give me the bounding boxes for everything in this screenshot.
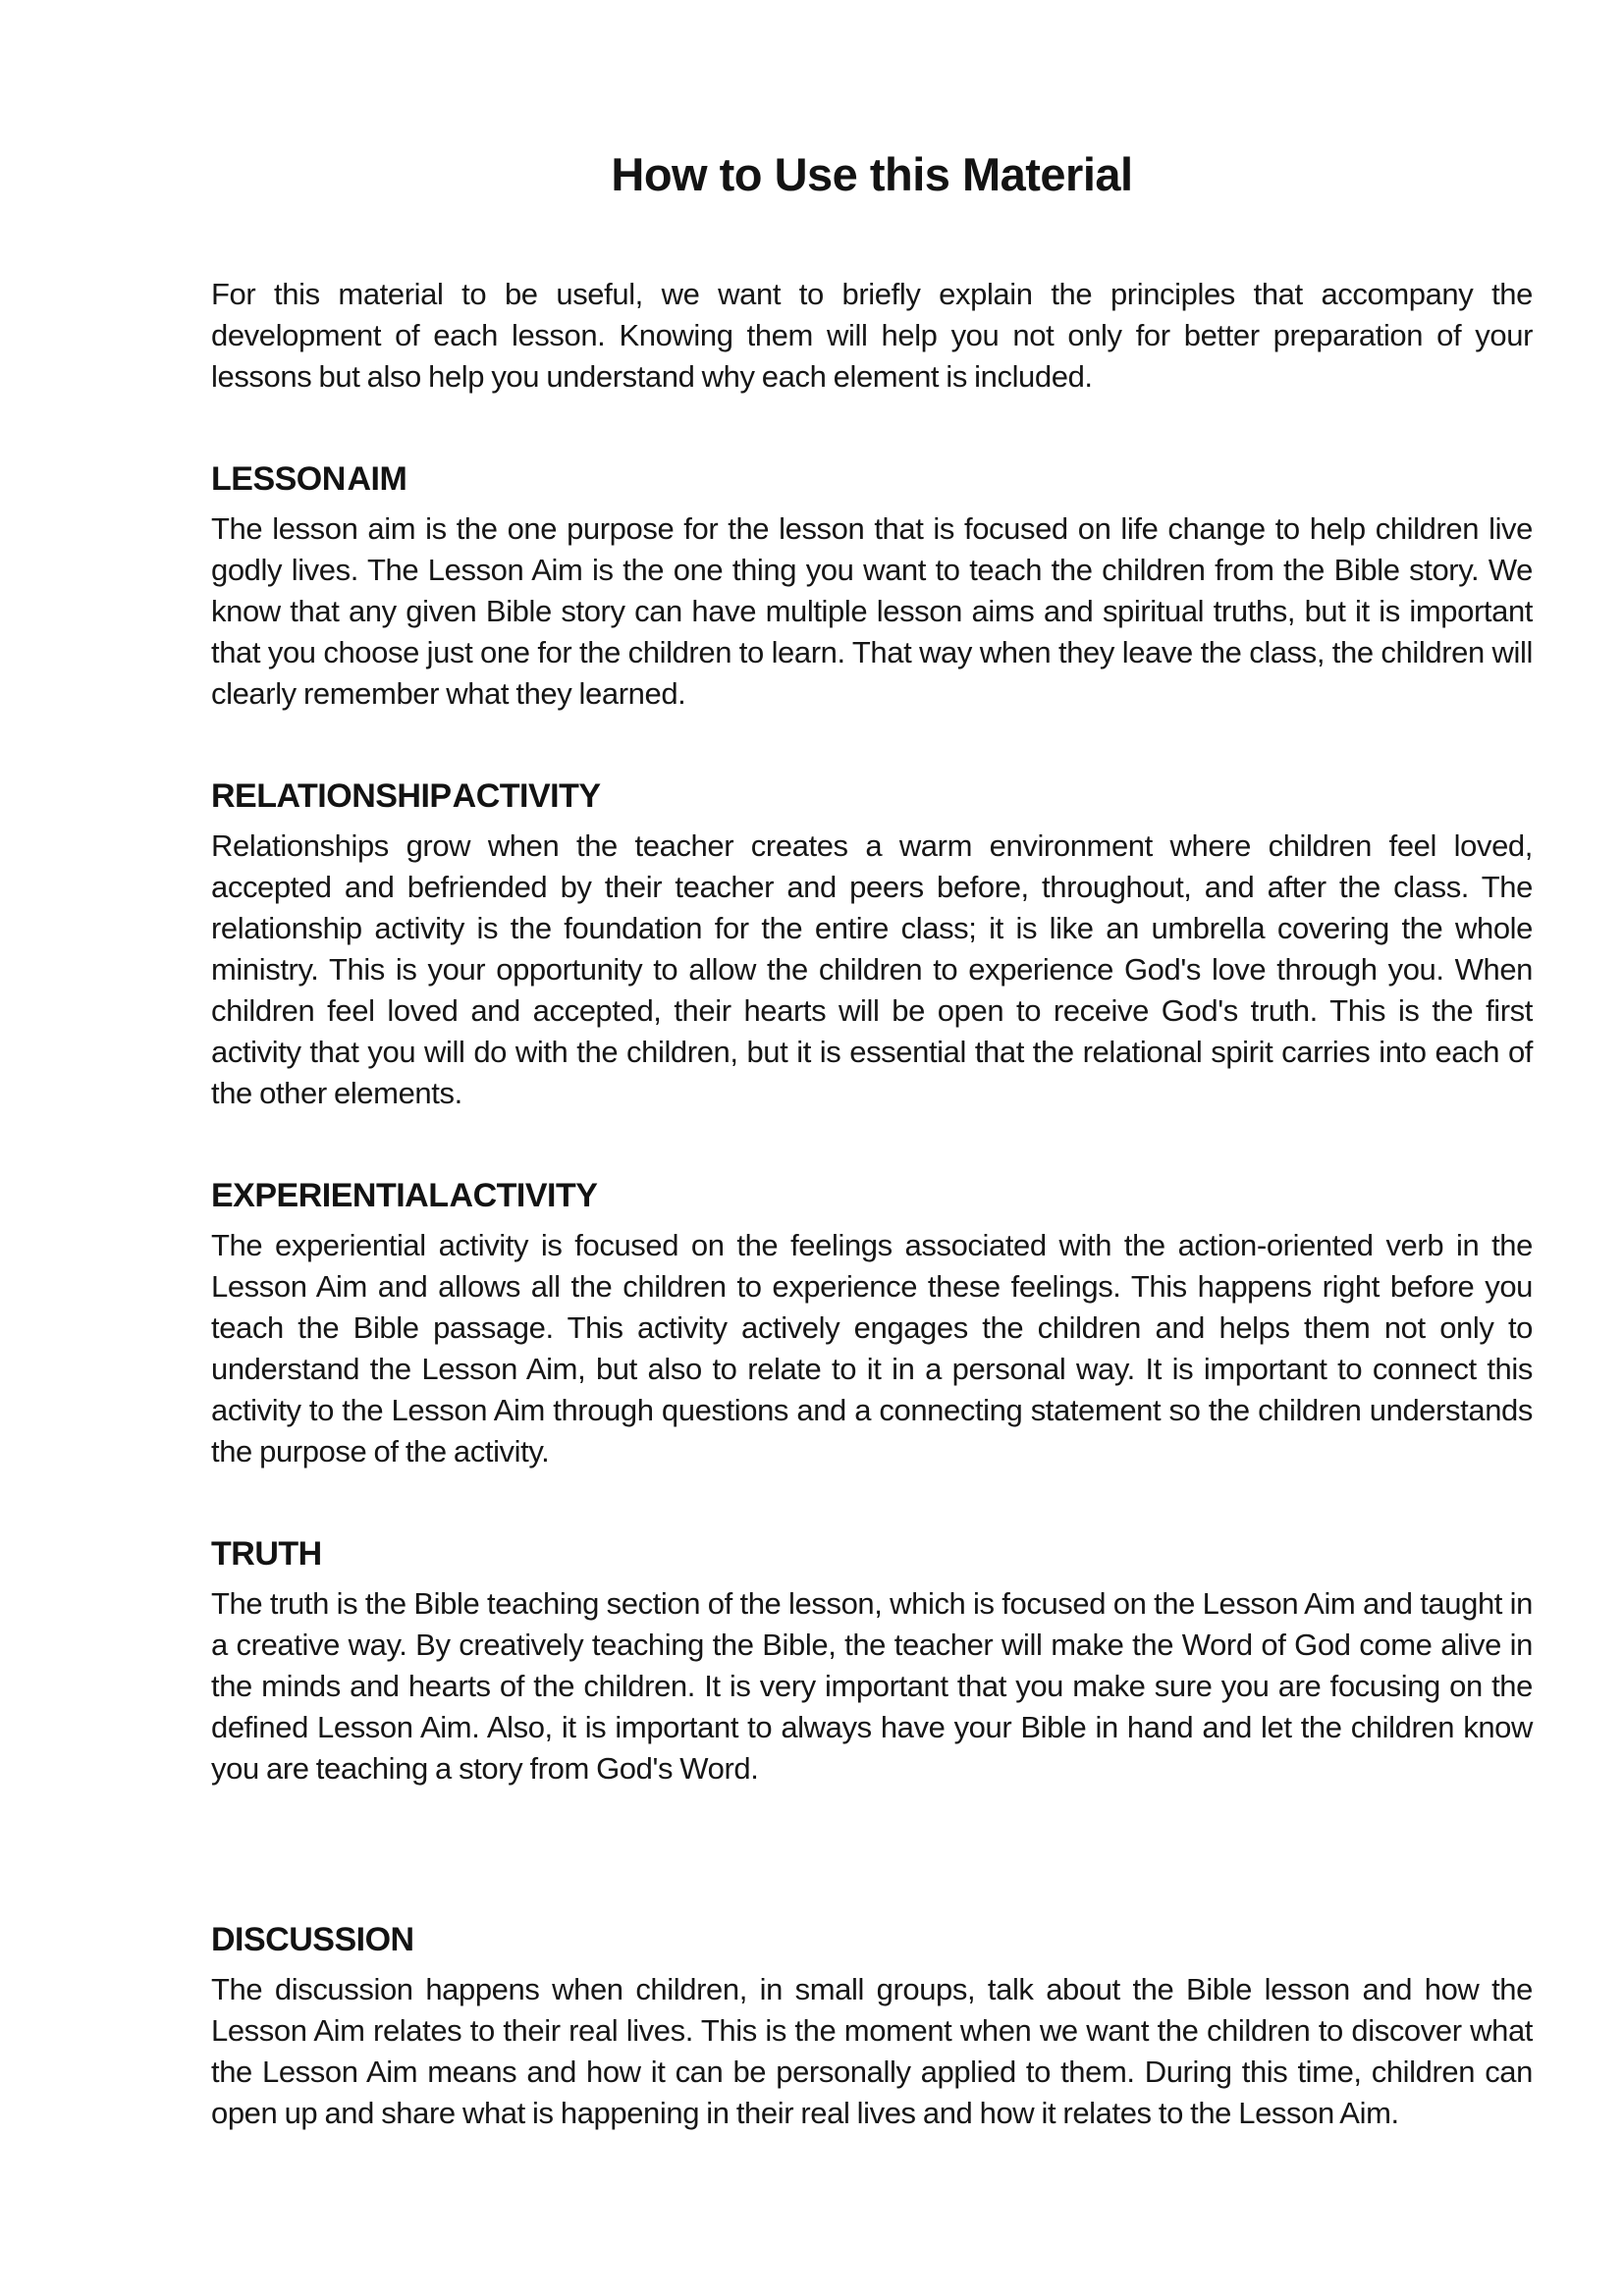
section-body-relationship-activity: Relationships grow when the teacher creates a warm environment where children feel loved, accepted and befriended by their teacher and peers before, throughout, and after the class. The relationship activity is the foundation for the entire class; it is like an umbrella covering the whole ministry. This is your opportunity to allow the children to experience God's love through you. When children feel loved and accepted, their hearts will be open to receive God's truth. This is the first activity that you will do with the children, but it is essential that the relational spirit carries into each of the other elements. [211,828,1533,1110]
section-relationship-activity [211,777,1533,1114]
section-truth [211,1535,1533,1789]
section-body-discussion: The discussion happens when children, in small groups, talk about the Bible lesson and how the Lesson Aim relates to their real lives. This is the moment when we want the children to discover what the Lesson Aim means and how it can be personally applied to them. During this time, children can open up and share what is happening in their real lives and how it relates to the Lesson Aim. [211,1972,1533,2130]
section-heading-lesson-aim: LESSON AIM [211,460,407,498]
section-heading-relationship-activity: RELATIONSHIP ACTIVITY [211,777,601,815]
section-discussion [211,1921,1533,2134]
section-experiential-activity [211,1177,1533,1472]
section-body-lesson-aim: The lesson aim is the one purpose for the lesson that is focused on life change to help children live godly lives. The Lesson Aim is the one thing you want to teach the children from the Bible story. We know that any given Bible story can have multiple lesson aims and spiritual truths, but it is important that you choose just one for the children to learn. That way when they leave the class, the children will clearly remember what they learned. [211,511,1533,711]
section-lesson-aim [211,460,1533,715]
intro-paragraph: For this material to be useful, we want to briefly explain the principles that accompany the development of each lesson. Knowing them will help you not only for better preparation of your lessons but also help you understand why each element is included. [211,277,1533,394]
section-heading-experiential-activity: EXPERIENTIAL ACTIVITY [211,1177,598,1214]
page-title: How to Use this Material [611,148,1133,200]
section-heading-truth: TRUTH [211,1535,322,1573]
section-body-truth: The truth is the Bible teaching section of the lesson, which is focused on the Lesson Aim and taught in a creative way. By creatively teaching the Bible, the teacher will make the Word of God come alive in the minds and hearts of the children. It is very important that you make sure you are focusing on the defined Lesson Aim. Also, it is important to always have your Bible in hand and let the children know you are teaching a story from God's Word. [211,1586,1533,1786]
section-body-experiential-activity: The experiential activity is focused on the feelings associated with the action-oriented verb in the Lesson Aim and allows all the children to experience these feelings. This happens right before you teach the Bible passage. This activity actively engages the children and helps them not only to understand the Lesson Aim, but also to relate to it in a personal way. It is important to connect this activity to the Lesson Aim through questions and a connecting statement so the children understands the purpose of the activity. [211,1228,1533,1468]
section-heading-discussion: DISCUSSION [211,1921,414,1958]
